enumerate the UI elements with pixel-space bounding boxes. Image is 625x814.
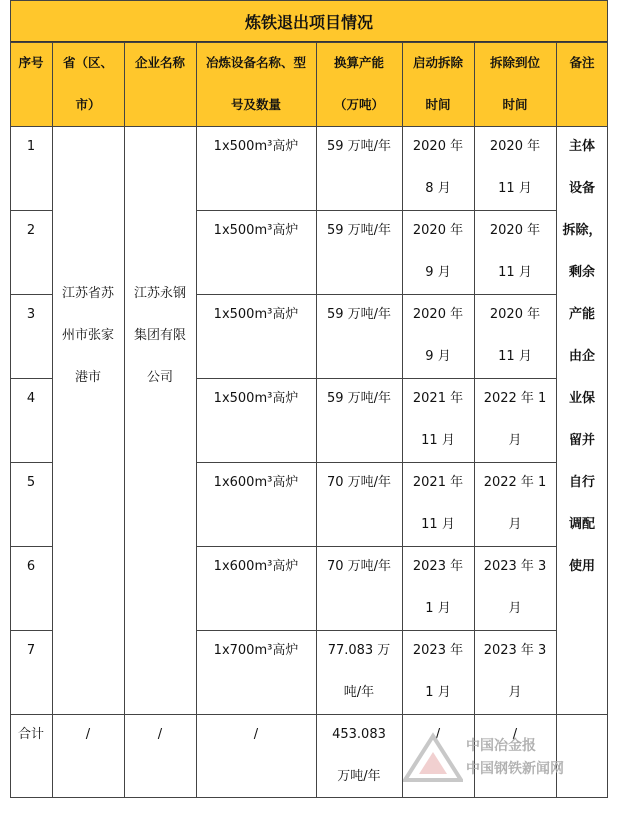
row-end xyxy=(474,462,556,546)
row-end-line2: 11 月 xyxy=(498,181,532,196)
remark-line: 业保 xyxy=(568,391,595,406)
row-seq-text: 7 xyxy=(26,643,36,658)
total-capacity-line2: 万吨/年 xyxy=(337,769,381,784)
header-start-line2: 时间 xyxy=(425,97,451,112)
row-start-line2: 9 月 xyxy=(425,265,451,280)
grid-line xyxy=(402,42,403,798)
total-capacity-line1: 453.083 xyxy=(332,727,386,742)
row-start-line1: 2020 年 xyxy=(412,223,464,238)
row-start-line2: 9 月 xyxy=(425,349,451,364)
row-end-line1: 2023 年 3 xyxy=(483,559,547,574)
header-capacity-line1: 换算产能 xyxy=(333,55,384,70)
row-end-line2: 月 xyxy=(508,601,522,616)
row-start-line2: 8 月 xyxy=(425,181,451,196)
row-start-line2: 1 月 xyxy=(425,685,451,700)
grid-line xyxy=(556,42,557,798)
row-seq-text: 6 xyxy=(26,559,36,574)
row-start-line1: 2021 年 xyxy=(412,391,464,406)
row-seq xyxy=(10,210,52,294)
grid-line xyxy=(10,294,52,295)
grid-line xyxy=(10,126,608,127)
row-capacity-text: 59 万吨/年 xyxy=(326,391,392,406)
row-end xyxy=(474,126,556,210)
row-capacity-text: 59 万吨/年 xyxy=(326,139,392,154)
header-company-text: 企业名称 xyxy=(134,55,185,70)
grid-line xyxy=(474,42,475,798)
header-equipment xyxy=(196,42,316,126)
remark-line: 使用 xyxy=(568,559,595,574)
row-equipment-text: 1x600m³高炉 xyxy=(213,475,299,490)
header-capacity-line2: （万吨） xyxy=(333,97,384,112)
row-start-line1: 2023 年 xyxy=(412,559,464,574)
row-start xyxy=(402,294,474,378)
row-start-line1: 2023 年 xyxy=(412,643,464,658)
grid-line xyxy=(607,0,608,798)
grid-line xyxy=(124,42,125,798)
row-end-line1: 2022 年 1 xyxy=(483,475,547,490)
grid-line xyxy=(52,42,53,798)
remark-line: 由企 xyxy=(568,349,595,364)
company-line3: 公司 xyxy=(146,370,173,385)
row-end xyxy=(474,630,556,714)
total-capacity xyxy=(316,714,402,798)
header-province-line1: 省（区、 xyxy=(62,55,113,70)
row-equipment-text: 1x500m³高炉 xyxy=(213,223,299,238)
total-company xyxy=(124,714,196,798)
row-end-line2: 月 xyxy=(508,433,522,448)
row-end-line1: 2023 年 3 xyxy=(483,643,547,658)
row-end-line2: 月 xyxy=(508,517,522,532)
row-capacity xyxy=(316,630,402,714)
header-remark xyxy=(556,42,608,126)
row-start xyxy=(402,210,474,294)
province-line3: 港市 xyxy=(74,370,101,385)
province-line1: 江苏省苏 xyxy=(61,286,114,301)
watermark-logo-icon xyxy=(403,730,463,786)
row-end-line1: 2020 年 xyxy=(489,139,541,154)
row-equipment xyxy=(196,378,316,462)
company-cell xyxy=(124,210,196,462)
remark-line: 产能 xyxy=(568,307,595,322)
row-start-line2: 11 月 xyxy=(421,517,455,532)
total-province xyxy=(52,714,124,798)
grid-line xyxy=(10,0,11,798)
row-equipment xyxy=(196,210,316,294)
header-start-line1: 启动拆除 xyxy=(412,55,463,70)
row-end-line2: 11 月 xyxy=(498,265,532,280)
row-start xyxy=(402,462,474,546)
total-label xyxy=(10,714,52,798)
row-end xyxy=(474,210,556,294)
row-equipment-text: 1x500m³高炉 xyxy=(213,139,299,154)
header-equipment-line1: 冶炼设备名称、型 xyxy=(205,55,306,70)
row-capacity xyxy=(316,378,402,462)
remark-cell xyxy=(556,126,608,588)
row-start-line2: 11 月 xyxy=(421,433,455,448)
row-start xyxy=(402,126,474,210)
row-seq-text: 5 xyxy=(26,475,36,490)
grid-line xyxy=(10,462,52,463)
row-equipment-text: 1x500m³高炉 xyxy=(213,307,299,322)
grid-line xyxy=(10,42,608,43)
remark-line: 自行 xyxy=(568,475,595,490)
total-equipment-text: / xyxy=(253,727,259,742)
row-equipment xyxy=(196,546,316,630)
header-seq xyxy=(10,42,52,126)
row-end xyxy=(474,378,556,462)
header-end-line1: 拆除到位 xyxy=(489,55,540,70)
grid-line xyxy=(196,42,197,798)
header-end-line2: 时间 xyxy=(502,97,528,112)
row-capacity-line2: 吨/年 xyxy=(343,685,375,700)
row-start-line2: 1 月 xyxy=(425,601,451,616)
row-capacity-text: 59 万吨/年 xyxy=(326,307,392,322)
row-end-line1: 2022 年 1 xyxy=(483,391,547,406)
header-end xyxy=(474,42,556,126)
row-end-line1: 2020 年 xyxy=(489,307,541,322)
grid-line xyxy=(10,714,608,715)
row-start xyxy=(402,630,474,714)
row-capacity-text: 70 万吨/年 xyxy=(326,475,392,490)
row-start xyxy=(402,546,474,630)
grid-line xyxy=(196,210,556,211)
row-start-line1: 2020 年 xyxy=(412,139,464,154)
row-capacity-line1: 77.083 万 xyxy=(327,643,391,658)
table-title: 炼铁退出项目情况 xyxy=(10,0,608,42)
remark-line: 主体 xyxy=(568,139,595,154)
remark-line: 调配 xyxy=(568,517,595,532)
row-end xyxy=(474,294,556,378)
total-end xyxy=(474,714,556,798)
company-line1: 江苏永钢 xyxy=(133,286,186,301)
remark-line: 设备 xyxy=(568,181,595,196)
grid-line xyxy=(196,294,556,295)
row-equipment xyxy=(196,462,316,546)
grid-line xyxy=(10,210,52,211)
grid-line xyxy=(10,378,52,379)
header-start xyxy=(402,42,474,126)
row-capacity xyxy=(316,210,402,294)
row-capacity xyxy=(316,294,402,378)
grid-line xyxy=(196,462,556,463)
remark-line: 拆除， xyxy=(562,223,602,238)
row-seq xyxy=(10,462,52,546)
row-equipment xyxy=(196,294,316,378)
row-end-line2: 月 xyxy=(508,685,522,700)
watermark-line2: 中国钢铁新闻网 xyxy=(466,761,564,777)
header-seq-text: 序号 xyxy=(18,55,44,70)
row-equipment-text: 1x600m³高炉 xyxy=(213,559,299,574)
row-end-line1: 2020 年 xyxy=(489,223,541,238)
row-seq xyxy=(10,546,52,630)
row-seq xyxy=(10,378,52,462)
total-company-text: / xyxy=(157,727,163,742)
header-province-line2: 市） xyxy=(75,97,101,112)
row-equipment-text: 1x700m³高炉 xyxy=(213,643,299,658)
grid-line xyxy=(10,0,608,1)
total-label-text: 合计 xyxy=(17,727,44,742)
row-capacity xyxy=(316,546,402,630)
header-equipment-line2: 号及数量 xyxy=(230,97,281,112)
header-capacity xyxy=(316,42,402,126)
row-seq-text: 3 xyxy=(26,307,36,322)
row-seq xyxy=(10,294,52,378)
project-table xyxy=(10,0,608,798)
row-capacity-text: 59 万吨/年 xyxy=(326,223,392,238)
row-start xyxy=(402,378,474,462)
row-start-line1: 2020 年 xyxy=(412,307,464,322)
row-equipment xyxy=(196,630,316,714)
row-equipment xyxy=(196,126,316,210)
row-seq xyxy=(10,126,52,210)
grid-line xyxy=(10,546,52,547)
remark-line: 留并 xyxy=(568,433,595,448)
grid-line xyxy=(316,42,317,798)
grid-line xyxy=(196,630,556,631)
row-capacity-text: 70 万吨/年 xyxy=(326,559,392,574)
row-seq-text: 2 xyxy=(26,223,36,238)
grid-line xyxy=(196,546,556,547)
header-remark-text: 备注 xyxy=(569,55,595,70)
total-end-text: / xyxy=(512,727,518,742)
row-seq xyxy=(10,630,52,714)
row-capacity xyxy=(316,126,402,210)
grid-line xyxy=(10,797,608,798)
row-seq-text: 1 xyxy=(26,139,36,154)
grid-line xyxy=(10,630,52,631)
province-cell xyxy=(52,210,124,462)
row-end xyxy=(474,546,556,630)
remark-line: 剩余 xyxy=(568,265,595,280)
row-capacity xyxy=(316,462,402,546)
grid-line xyxy=(196,378,556,379)
row-start-line1: 2021 年 xyxy=(412,475,464,490)
total-province-text: / xyxy=(85,727,91,742)
total-start-text: / xyxy=(435,727,441,742)
total-equipment xyxy=(196,714,316,798)
header-company xyxy=(124,42,196,126)
province-line2: 州市张家 xyxy=(61,328,114,343)
header-province xyxy=(52,42,124,126)
company-line2: 集团有限 xyxy=(133,328,186,343)
row-end-line2: 11 月 xyxy=(498,349,532,364)
watermark-line1: 中国冶金报 xyxy=(466,738,536,754)
row-seq-text: 4 xyxy=(26,391,36,406)
row-equipment-text: 1x500m³高炉 xyxy=(213,391,299,406)
